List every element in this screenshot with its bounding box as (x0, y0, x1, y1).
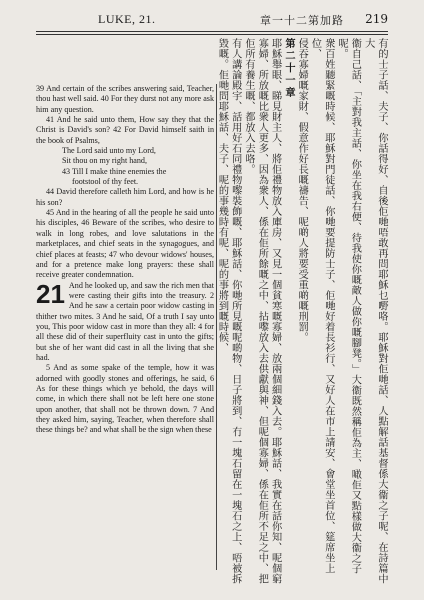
psalm-line: Sit thou on my right hand, (62, 156, 147, 166)
header-rule (36, 31, 388, 32)
page-number: 219 (365, 12, 388, 26)
english-paragraph: 41 And he said unto them, How say they that the Christ is David's son? 42 For David himself saith in the book of Psalms, (36, 115, 214, 145)
psalm-line: footstool of thy feet. (72, 177, 139, 187)
chinese-running-title: 章一十二第加路 (260, 14, 344, 27)
chapter-number: 21 (36, 278, 65, 309)
header-rule-lower (36, 34, 388, 35)
english-running-title: LUKE, 21. (98, 12, 156, 26)
chinese-paragraph: 有的士子話、夫子、你話得好、自後佢哋唔敢再問耶穌乜嘢咯。耶穌對佢哋話、人點解話基督係大衞之子呢、在詩篇中大 (362, 38, 387, 584)
english-paragraph: 5 And as some spake of the temple, how it was adorned with goodly stones and offerings, he said, 6 As for these things which ye behold, the days will come, in which there shall not be left here one stone upon another, that shall not be thrown down. 7 And they asked him, saying, Teacher, when therefore shall these things be? and what shall be the sign when these (36, 363, 214, 435)
english-paragraph: 44 David therefore calleth him Lord, and how is he his son? (36, 187, 214, 207)
english-paragraph: 45 And in the hearing of all the people he said unto his disciples, 46 Beware of the scribes, who desire to walk in long robes, and love salutations in the marketplaces, and chief seats in the synagogues, and chief places at feasts; 47 who devour widows' houses, and for a pretence make long prayers: these shall receive greater condemnation. (36, 208, 214, 280)
chinese-paragraph: 侵吞寡婦嘅家財、假意作好長嘅禱告、呢啲人將要受重啲嘅刑罰。 (296, 38, 308, 343)
english-paragraph: 39 And certain of the scribes answering said, Teacher, thou hast well said. 40 For they durst not any more ask him any question. (36, 84, 214, 114)
english-paragraph: And he looked up, and saw the rich men that were casting their gifts into the treasury. 2 And he saw a certain poor widow casting in thither two mites. 3 And he said, Of a truth I say unto you, This poor widow cast in more than they all: 4 for all these did of their superfluity cast in unto the gifts; but she of her want did cast in all the living that she had. (36, 280, 214, 362)
chinese-paragraph: 衆百姓聽緊嘅時候、耶穌對門徒話、你哋要提防士子、佢哋好着長衫行、又好人在市上請安、會堂坐首位、筵席坐上位、 (309, 38, 334, 574)
chinese-text-column (216, 38, 388, 584)
chinese-paragraph: 有人講論殿宇、話用好石同禮物嚟裝飾嘅、耶穌話、你哋所見嘅呢啲物、日子將到、冇一塊石留在一塊石之上、唔被拆毀嘅。佢哋問耶穌話、夫子、呢的事幾時有呢、呢的事將到嘅時候、 (216, 38, 241, 584)
chinese-paragraph: 衞自己話、「主對我主話、你坐在我右便、待我使你嘅敵人做你嘅腳凳。」大衞既然稱佢為主、噉佢又點樣做大衞之子呢。 (336, 38, 361, 574)
chinese-paragraph: 耶穌舉眼、睇見財主人、將佢禮物放入庫房、又見一個貧寒嘅寡婦、放兩個細錢入去。耶穌話、我實在話你知、呢個窮寡婦、所放嘅比衆人更多、因為衆人、係在佢所餘嘅之中、拈嚟放入去供獻與神、但呢個寡婦、係在佢所不足之中、把佢所有養生嘅、都放入去咯。 (243, 38, 281, 584)
chapter-start-paragraph (36, 278, 214, 364)
chinese-chapter-heading: 第二十一章 (282, 38, 294, 99)
running-header (36, 12, 388, 30)
english-text-column (36, 84, 214, 584)
psalm-line: The Lord said unto my Lord, (62, 146, 156, 156)
psalm-line: 43 Till I make thine enemies the (62, 166, 167, 176)
